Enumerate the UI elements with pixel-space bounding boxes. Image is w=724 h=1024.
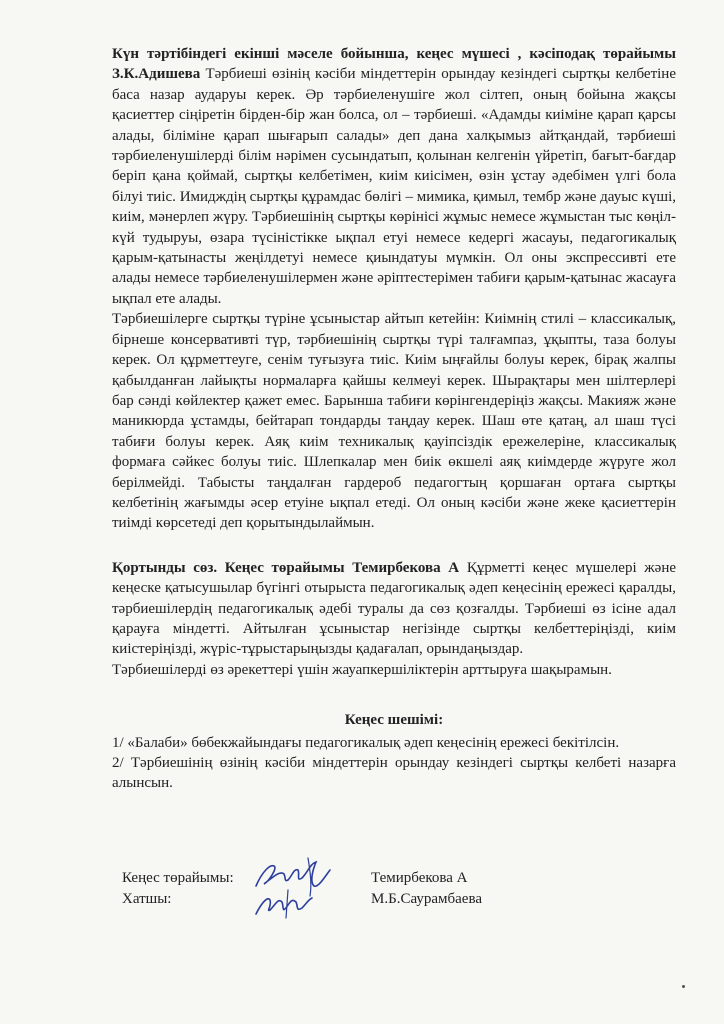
- decision-heading: Кеңес шешімі:: [344, 712, 444, 729]
- section2-text: Тәрбиеші өзінің кәсіби міндеттерін орындау кезіндегі сыртқы келбетіне баса назар аударуы керек. Әр тәрбиеленушіге жол сілтеп, оның бойына жақсы қасиеттер сіңіретін бірден-бір жан болса, ол – тәрбиеші. «Адамды киіміне қарап қарсы алады, біліміне қарап шығарып салады» деп дана халқымыз айтқандай, тәрбиеші тәрбиеленушілерді білім нәрімен сусындатып, қолынан келгенін үйретіп, бағыт-бағдар беріп қана қоймай, сыртқы келбетімен, киім киісімен, өзін ұстау әдебімен үлгі бола білуі тиіс. Имидждің сыртқы құрамдас бөлігі – мимика, қимыл, тембр және дауыс күші, киім, мәнерлеп жүру. Тәрбиешінің сыртқы көрінісі жұмыс немесе жұмыстан тыс көңіл-күй тудыруы, өзара түсіністікке ықпал етуі немесе кедергі жасауы, педагогикалық қарым-қатынасты жеңілдетуі немесе қиындатуы мүмкін. Ол оны экспрессивті ете алады немесе тәрбиеленушілермен және әріптестерімен табиғи қарым-қатынас жасауға ықпал ете алады.: [112, 66, 676, 307]
- recommendations-paragraph: Тәрбиешілерге сыртқы түріне ұсыныстар айтып кетейін: Киімнің стилі – классикалық, бірнеше консервативті түр, тәрбиешінің сыртқы түрі талғампаз, ұқыпты, таза болуы керек. Ол құрметтеуге, сенім туғызуға тиіс. Киім ыңғайлы болуы керек, бірақ жалпы қабылданған лайықты нормаларға қайшы келмеуі керек. Шырақтары мен шілтерлері бар сәнді көйлектер қажет емес. Барынша табиғи көрінгендеріңіз жақсы. Макияж және маникюрда ұстамды, бейтарап тондарды таңдау керек. Шаш өте қатаң, ал шаш түсі табиғи болуы керек. Аяқ киім техникалық қауіпсіздік ережелеріне, классикалық формаға сәйкес болуы тиіс. Шлепкалар мен биік өкшелі аяқ киімдерде жүруге жол берілмейді. Табысты таңдалған гардероб педагогтың қоршаған ортаға сыртқы келбетінің жағымды әсер етуіне ықпал етеді. Ол оның кәсіби және жеке қасиеттерін тиімді көрсетеді деп қорытындылаймын.: [112, 311, 676, 532]
- closing-call-paragraph: Тәрбиешілерді өз әрекеттері үшін жауапкершіліктерін арттыруға шақырамын.: [112, 661, 612, 678]
- secretary-signature-icon: [252, 888, 314, 920]
- section2-lead: Күн тәртібіндегі екінші мәселе бойынша, кеңес мүшесі , кәсіподақ төрайымы З.К.Адишева: [112, 46, 676, 83]
- secretary-name: М.Б.Саурамбаева: [371, 891, 482, 907]
- section2-paragraph: [112, 44, 676, 309]
- closing-lead: Қортынды сөз. Кеңес төрайымы Темирбекова А: [112, 559, 460, 576]
- signature-block: [122, 868, 642, 910]
- secretary-label: Хатшы:: [122, 891, 172, 907]
- document-body: [112, 44, 676, 794]
- closing-paragraph: [112, 558, 676, 660]
- page-speck: [682, 985, 685, 988]
- decision-item-2: 2/ Тәрбиешінің өзінің кәсіби міндеттерін орындау кезіндегі сыртқы келбеті назарға алынсын.: [112, 755, 676, 792]
- closing-text: Құрметті кеңес мүшелері және кеңеске қатысушылар бүгінгі отырыста педагогикалық әдеп кеңесінің ережесі қаралды, тәрбиешілердің педагогикалық әдебі туралы да сөз қозғалды. Тәрбиеші өз ісіне адал қарауға міндетті. Айтылған ұсыныстар негізінде сыртқы келбеттеріңізді, киім киістеріңізді, жүріс-тұрыстарыңызды қадағалап, орындаңыздар.: [112, 559, 677, 658]
- decision-item-1: 1/ «Балаби» бөбекжайындағы педагогикалық әдеп кеңесінің ережесі бекітілсін.: [112, 734, 620, 751]
- chair-label: Кеңес төрайымы:: [122, 870, 234, 886]
- chair-name: Темирбекова А: [371, 870, 468, 886]
